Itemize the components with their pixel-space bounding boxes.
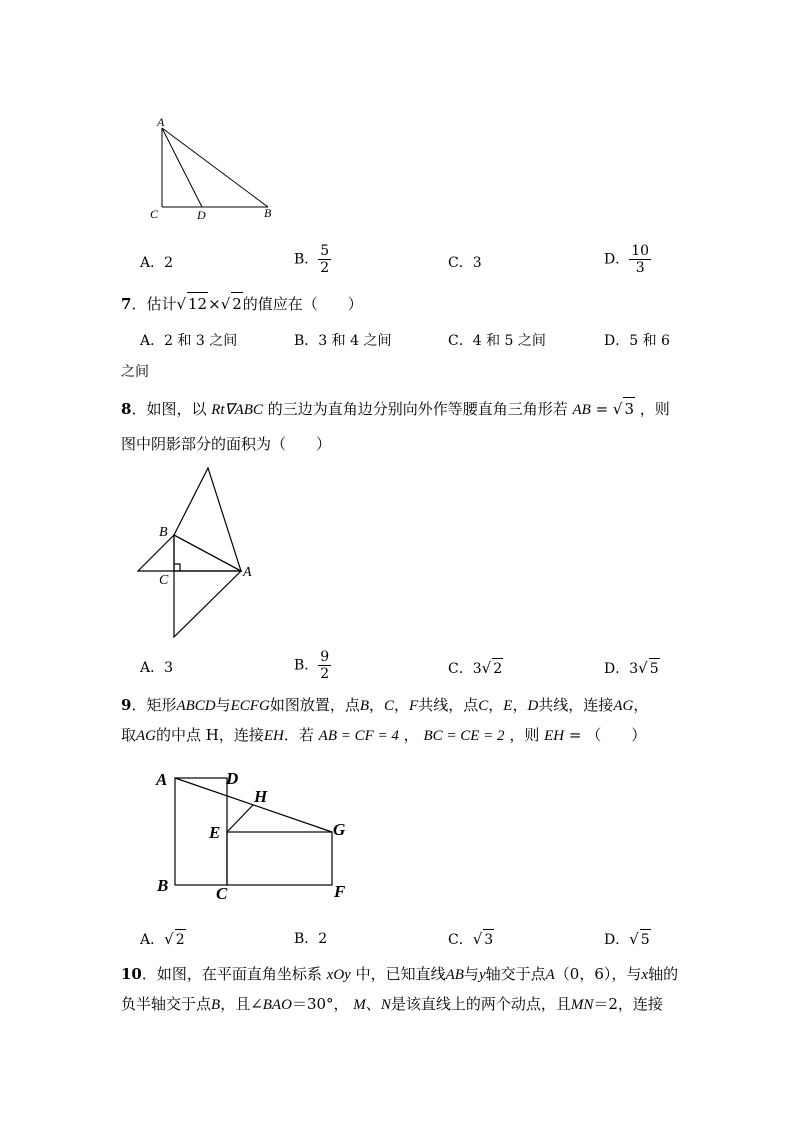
label-e: E: [209, 823, 221, 842]
q8-option-c: C．3√ 2: [448, 659, 503, 677]
label-f: F: [334, 882, 346, 901]
q6-option-a: A．2: [140, 255, 174, 271]
q7-option-d: D．5 和 6: [604, 333, 670, 349]
fraction: $\frac{9}{2}$: [320, 649, 330, 682]
triangle-on-ac: [174, 571, 241, 637]
label-g: G: [333, 820, 346, 839]
segment-ad: [162, 128, 202, 207]
triangle-on-bc: [138, 535, 174, 571]
q8-option-a: A．3: [140, 660, 174, 676]
q7-option-d-wrap: 之间: [121, 364, 149, 380]
q8-option-d: D．3√ 5: [604, 659, 659, 677]
fraction: $\frac{5}{2}$: [320, 243, 330, 276]
q10-stem-line2: 负半轴交于点B，且∠BAO＝30°， M、N是该直线上的两个动点，且MN＝2，连接: [121, 995, 663, 1013]
q9-option-d: D．√ 5: [604, 930, 650, 948]
segment-ab: [162, 128, 268, 207]
label-b: B: [264, 206, 272, 220]
q9-option-c: C．√ 3: [448, 930, 494, 948]
label-h: H: [254, 787, 268, 806]
q8-stem-line1: 8．如图，以 Rt∇ABC 的三边为直角边分别向外作等腰直角三角形若 AB = √ 3 ，则: [121, 397, 670, 421]
triangle-on-ab: [174, 468, 241, 571]
label-a: A: [243, 565, 252, 580]
q7-option-a: A．2 和 3 之间: [140, 333, 238, 349]
figure-q8-triangles: [128, 460, 268, 645]
q8-option-b: B． $\frac{9}{2}$: [294, 649, 330, 682]
label-a: A: [157, 115, 165, 129]
q7-option-c: C．4 和 5 之间: [448, 333, 546, 349]
label-b: B: [159, 525, 168, 540]
figure-q9-rectangles: [150, 765, 360, 905]
q8-stem-line2: 图中阴影部分的面积为（ ）: [121, 435, 332, 453]
figure-q6-triangle: [140, 110, 290, 225]
fraction: $\frac{10}{3}$: [631, 243, 650, 276]
right-angle-mark: [174, 564, 180, 571]
q9-stem-line2: 取AG的中点 H，连接EH．若 AB = CF = 4 ， BC = CE = 2 ，则 EH = （ ）: [121, 726, 647, 744]
label-b: B: [157, 876, 169, 895]
q10-stem-line1: 10．如图，在平面直角坐标系 xOy 中，已知直线AB与y轴交于点A（0，6），与x轴的: [121, 965, 679, 983]
segment-eh: [227, 805, 253, 832]
q6-option-b: B． $\frac{5}{2}$: [294, 243, 330, 276]
q6-option-d: D． $\frac{10}{3}$: [604, 243, 650, 276]
label-d: D: [226, 769, 239, 788]
label-c: C: [150, 207, 159, 221]
q9-option-a: A．√ 2: [140, 930, 185, 948]
label-c: C: [216, 884, 228, 903]
label-d: D: [197, 208, 206, 222]
label-a: A: [156, 770, 168, 789]
q9-option-b: B．2: [294, 931, 328, 947]
label-c: C: [159, 573, 169, 588]
q6-option-c: C．3: [448, 255, 482, 271]
q7-stem: 7．估计√ 12×√ 2的值应在（ ）: [121, 292, 363, 315]
q9-stem-line1: 9．矩形ABCD与ECFG如图放置，点B，C，F共线，点C，E，D共线，连接AG，: [121, 696, 649, 714]
q7-option-b: B．3 和 4 之间: [294, 333, 392, 349]
rectangle-ecfg: [227, 832, 332, 885]
